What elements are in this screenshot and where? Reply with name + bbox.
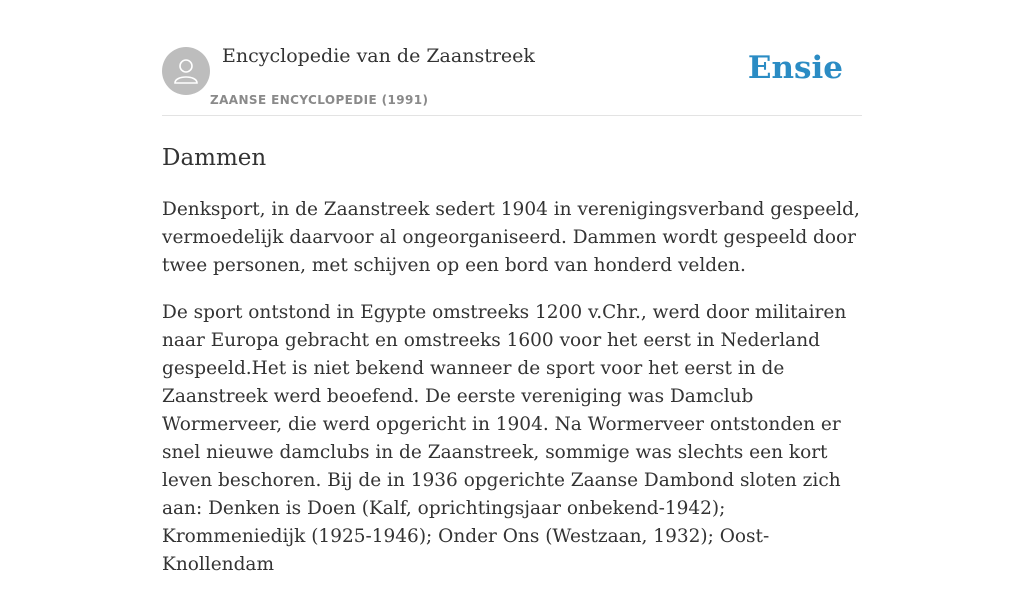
article-paragraph: De sport ontstond in Egypte omstreeks 1200 v.Chr., werd door militairen naar Europa gebracht en omstreeks 1600 voor het eerst in Nederland gespeeld.Het is niet bekend wanneer de sport voor het eerst in de Zaanstreek werd beoefend. De eerste vereniging was Damclub Wormerveer, die werd opgericht in 1904. Na Wormerveer ontstonden er snel nieuwe damclubs in de Zaanstreek, sommige was slechts een kort leven beschoren. Bij de in 1936 opgerichte Zaanse Dambond sloten zich aan: Denken is Doen (Kalf, oprichtingsjaar onbekend-1942); Krommeniedijk (1925-1946); Onder Ons (Westzaan, 1932); Oost-Knollendam xyxy=(162,302,847,575)
source-avatar[interactable] xyxy=(162,47,210,95)
ensie-logo-link[interactable]: Ensie xyxy=(747,50,843,86)
source-title[interactable]: Encyclopedie van de Zaanstreek xyxy=(222,45,535,67)
article-body xyxy=(162,196,862,579)
content-container xyxy=(162,0,862,598)
article-title: Dammen xyxy=(162,145,267,171)
source-subtitle[interactable]: ZAANSE ENCYCLOPEDIE (1991) xyxy=(210,93,429,107)
source-header xyxy=(162,0,862,116)
article-paragraph: Denksport, in de Zaanstreek sedert 1904 in verenigingsverband gespeeld, vermoedelijk daarvoor al ongeorganiseerd. Dammen wordt gespeeld door twee personen, met schijven op een bord van honderd velden. xyxy=(162,199,860,276)
user-icon xyxy=(171,56,201,86)
